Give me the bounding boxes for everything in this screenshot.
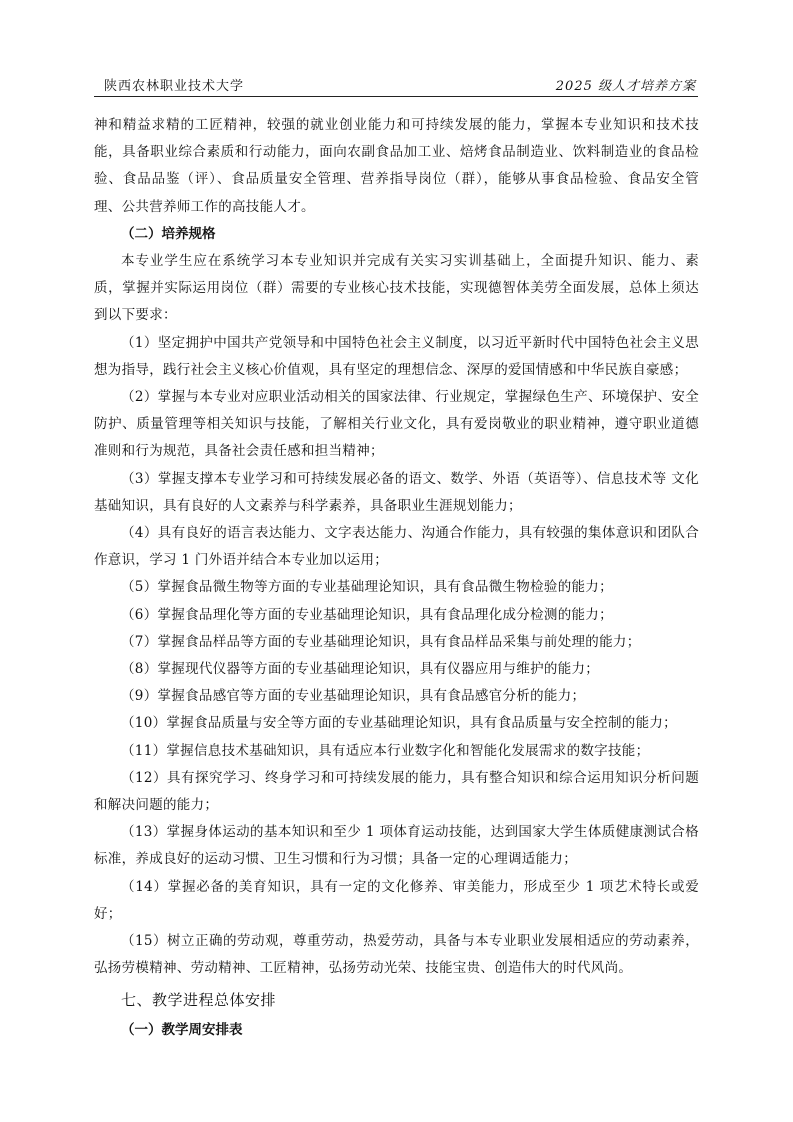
subsection-heading-weekly-schedule: （一）教学周安排表 <box>121 1021 243 1038</box>
training-specs-intro: 本专业学生应在系统学习本专业知识并完成有关实习实训基础上，全面提升知识、能力、素质，掌握并实际运用岗位（群）需要的专业核心技术技能，实现德智体美劳全面发展，总体上须达到以下要求： <box>94 253 699 324</box>
section-heading-teaching-schedule: 七、教学进程总体安排 <box>121 990 277 1009</box>
requirement-item: （10）掌握食品质量与安全等方面的专业基础理论知识，具有食品质量与安全控制的能力； <box>121 715 677 732</box>
requirement-item: （14）掌握必备的美育知识，具有一定的文化修养、审美能力，形成至少 1 项艺术特长或爱好； <box>94 878 699 922</box>
page-body <box>94 112 699 1044</box>
requirement-item: （5）掌握食品微生物等方面的专业基础理论知识，具有食品微生物检验的能力； <box>121 579 613 596</box>
header-document-title: 2025 级人才培养方案 <box>555 79 696 94</box>
requirement-item: （1）坚定拥护中国共产党领导和中国特色社会主义制度，以习近平新时代中国特色社会主义思想为指导，践行社会主义核心价值观，具有坚定的理想信念、深厚的爱国情感和中华民族自豪感； <box>94 334 699 378</box>
requirement-item: （4）具有良好的语言表达能力、文字表达能力、沟通合作能力，具有较强的集体意识和团队合作意识，学习 1 门外语并结合本专业加以运用； <box>94 525 699 569</box>
requirement-item: （13）掌握身体运动的基本知识和至少 1 项体育运动技能，达到国家大学生体质健康测试合格标准，养成良好的运动习惯、卫生习惯和行为习惯；具备一定的心理调适能力； <box>94 824 699 868</box>
requirement-item: （15）树立正确的劳动观，尊重劳动，热爱劳动，具备与本专业职业发展相适应的劳动素养，弘扬劳模精神、劳动精神、工匠精神，弘扬劳动光荣、技能宝贵、创造伟大的时代风尚。 <box>94 933 699 977</box>
page-header <box>94 72 698 97</box>
requirement-item: （6）掌握食品理化等方面的专业基础理论知识，具有食品理化成分检测的能力； <box>121 606 613 623</box>
requirement-item: （12）具有探究学习、终身学习和可持续发展的能力，具有整合知识和综合运用知识分析问题和解决问题的能力； <box>94 769 699 814</box>
section-heading-training-specs: （二）培养规格 <box>121 225 216 242</box>
header-institution: 陕西农林职业技术大学 <box>104 79 245 94</box>
requirement-item: （9）掌握食品感官等方面的专业基础理论知识，具有食品感官分析的能力； <box>121 688 586 705</box>
requirement-item: （2）掌握与本专业对应职业活动相关的国家法律、行业规定，掌握绿色生产、环境保护、安全防护、质量管理等相关知识与技能，了解相关行业文化，具有爱岗敬业的职业精神，遵守职业道德准则和行为规范，具备社会责任感和担当精神； <box>94 389 699 460</box>
intro-paragraph: 神和精益求精的工匠精神，较强的就业创业能力和可持续发展的能力，掌握本专业知识和技术技能，具备职业综合素质和行动能力，面向农副食品加工业、焙烤食品制造业、饮料制造业的食品检验、食品品鉴（评）、食品质量安全管理、营养指导岗位（群），能够从事食品检验、食品安全管理、公共营养师工作的高技能人才。 <box>94 117 699 215</box>
requirement-item: （7）掌握食品样品等方面的专业基础理论知识，具有食品样品采集与前处理的能力； <box>121 633 641 650</box>
requirement-item: （8）掌握现代仪器等方面的专业基础理论知识，具有仪器应用与维护的能力； <box>121 661 600 678</box>
requirement-item: （11）掌握信息技术基础知识，具有适应本行业数字化和智能化发展需求的数字技能； <box>121 742 650 759</box>
requirement-item: （3）掌握支撑本专业学习和可持续发展必备的语文、数学、外语（英语等）、信息技术等 文化基础知识，具有良好的人文素养与科学素养，具备职业生涯规划能力； <box>94 470 699 514</box>
